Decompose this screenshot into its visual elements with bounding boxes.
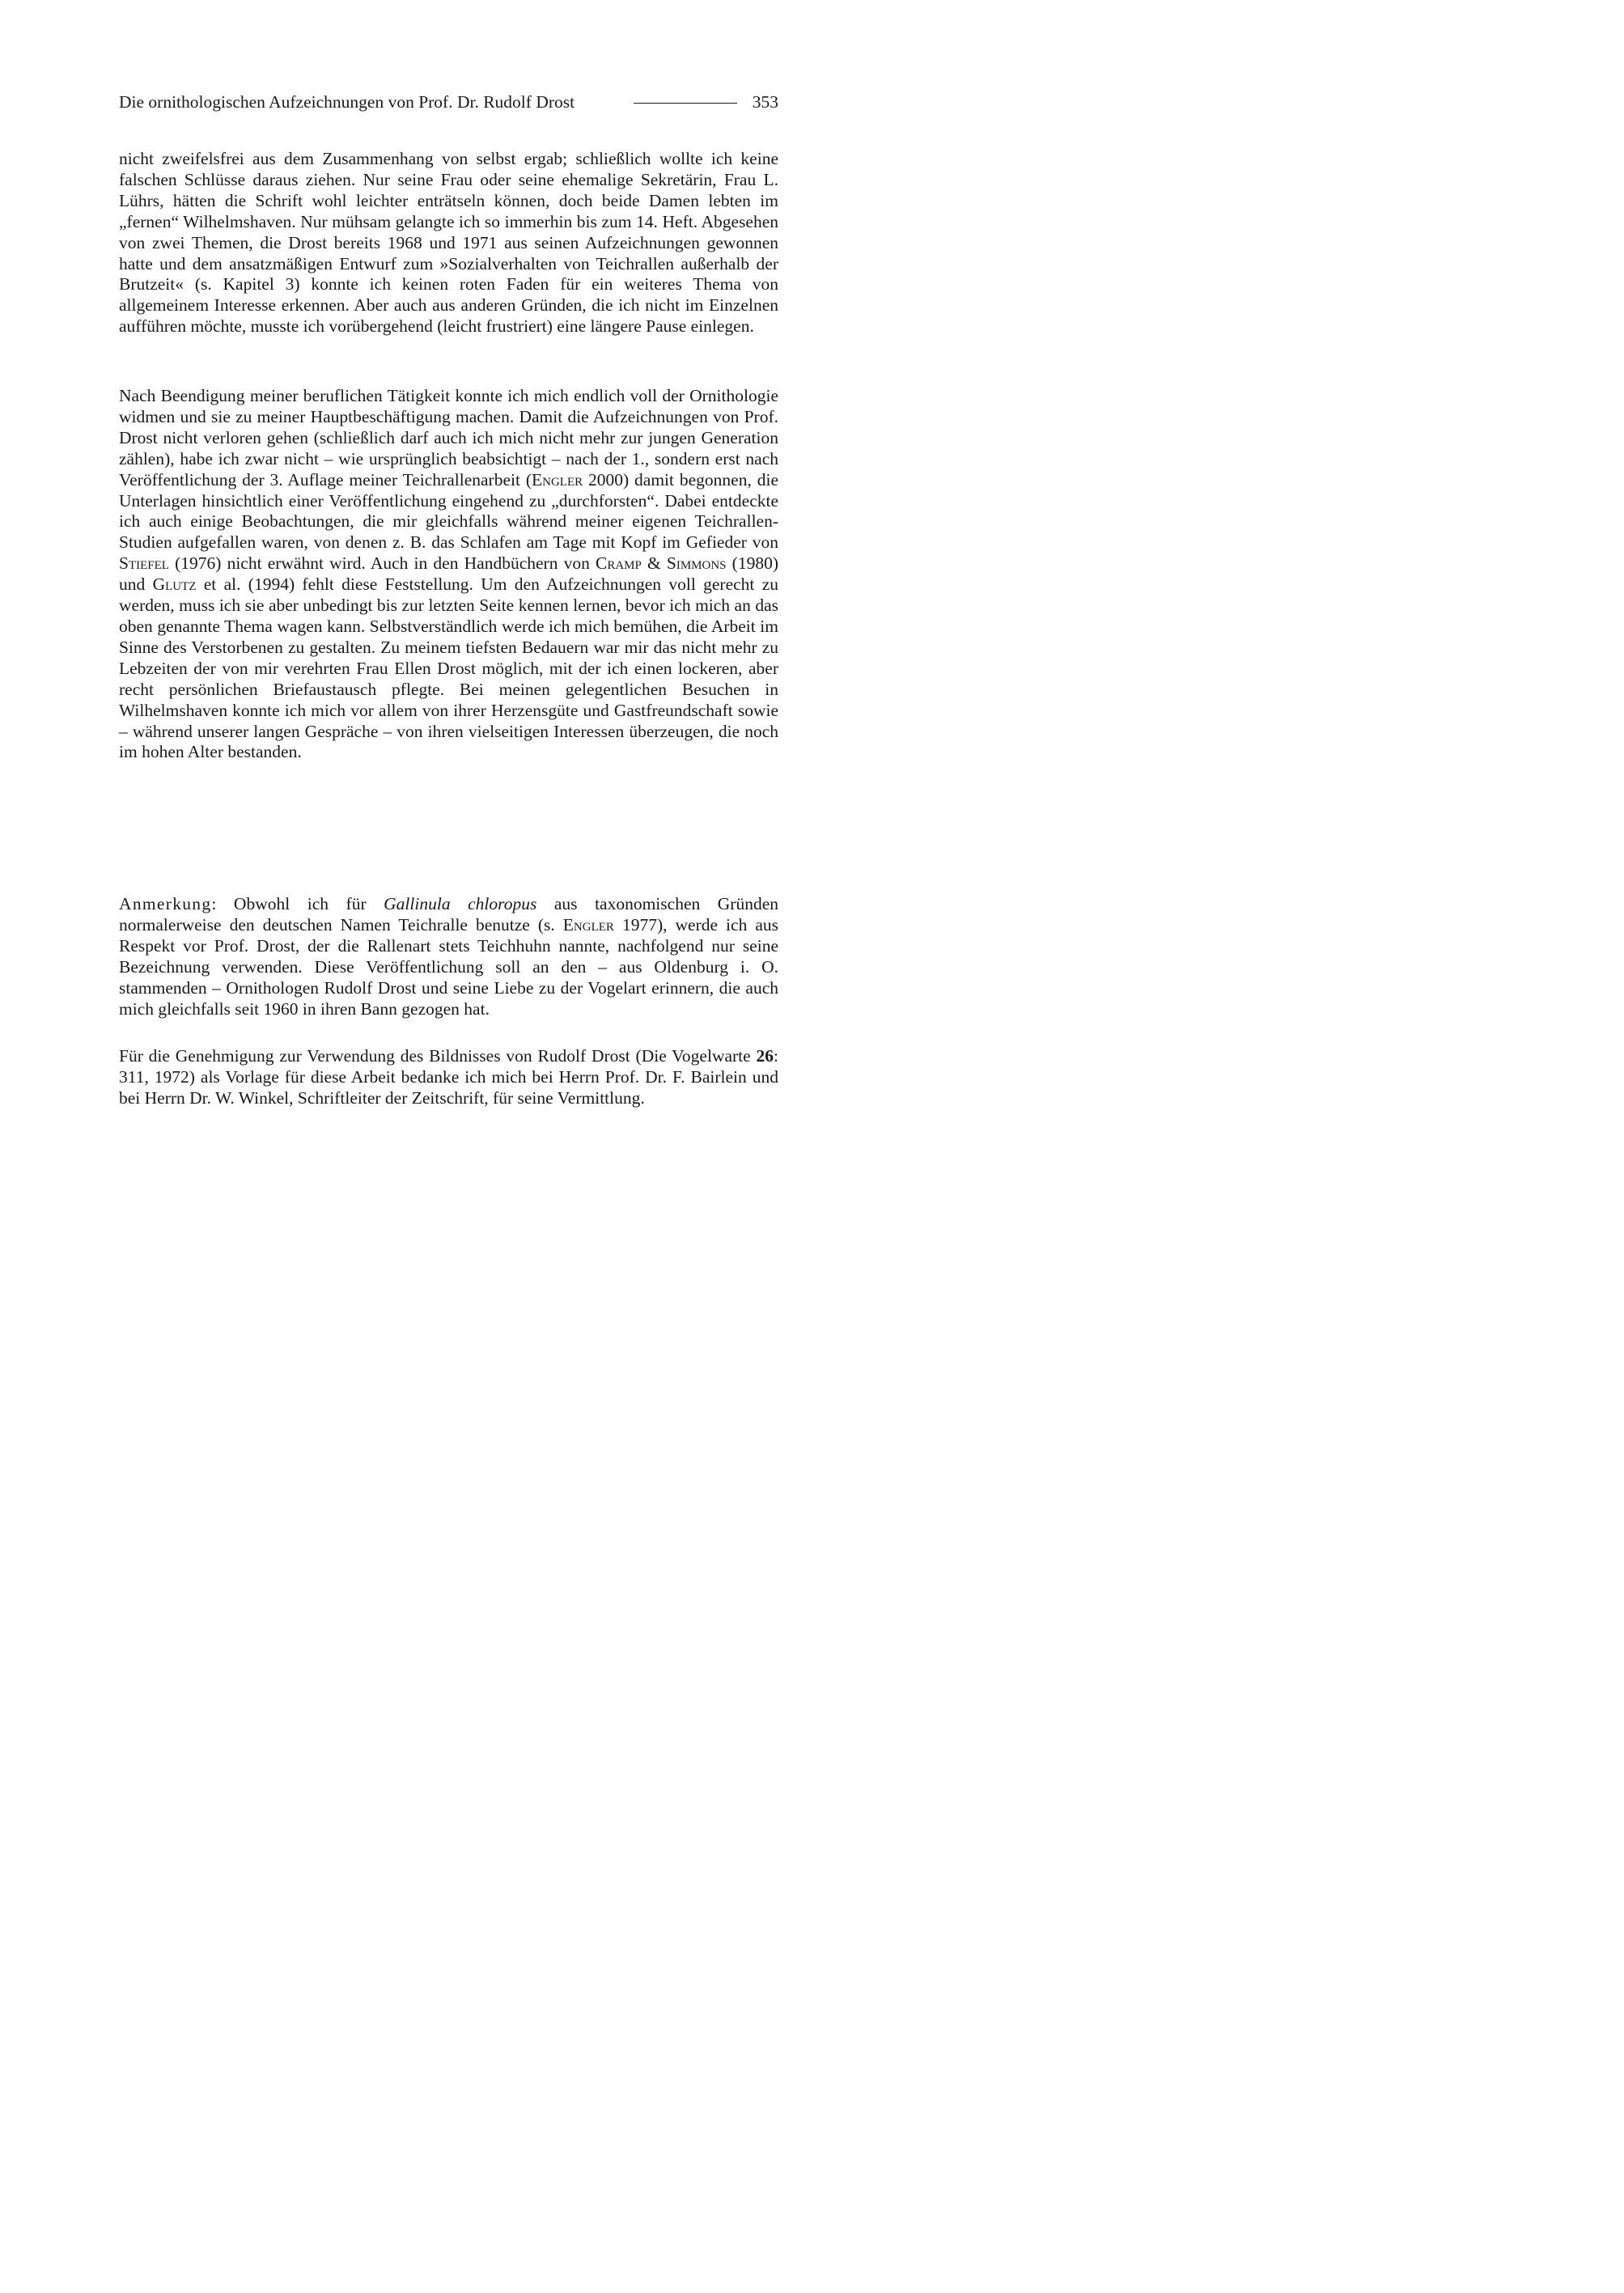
citation-author: Stiefel [119, 553, 169, 574]
paragraph-text [119, 894, 778, 1019]
paragraph-text: nicht zweifelsfrei aus dem Zusammenhang von selbst ergab; schließlich wollte ich keine falschen Schlüsse daraus ziehen. Nur seine Frau oder seine ehemalige Sekretärin, Frau L. Lührs, hätten die Schrift wohl leichter enträtseln können, doch beide Damen lebten im „fernen“ Wilhelmshaven. Nur mühsam gelangte ich so immerhin bis zum 14. Heft. Abgesehen von zwei Themen, die Drost bereits 1968 und 1971 aus seinen Aufzeichnungen gewonnen hatte und dem ansatzmäßigen Entwurf zum »Sozialverhalten von Teichrallen außerhalb der Brutzeit« (s. Kapitel 3) konnte ich keinen roten Faden für ein weiteres Thema von allgemeinem Interesse erkennen. Aber auch aus anderen Gründen, die ich nicht im Einzelnen aufführen möchte, musste ich vorübergehend (leicht frustriert) eine längere Pause einlegen. [119, 149, 778, 337]
text-run: (1976) nicht erwähnt wird. Auch in den Handbüchern von [168, 553, 596, 574]
text-run: Nach Beendigung meiner beruflichen Tätigkeit konnte ich mich endlich voll der Ornithologie widmen und sie zu meiner Hauptbeschäftigung machen. Damit die Aufzeichnungen von Prof. Drost nicht verloren gehen (schließlich darf auch ich mich nicht mehr zur jungen Generation zählen), habe ich zwar nicht – wie ursprünglich beabsichtigt – nach der 1., sondern erst nach Veröffentlichung der 3. Auflage meiner Teichrallenarbeit ( [119, 386, 778, 490]
document-page [0, 0, 893, 1256]
text-run: : 311, 1972) als Vorlage für diese Arbeit bedanke ich mich bei Herrn Prof. Dr. F. Bairlein und bei Herrn Dr. W. Winkel, Schriftleiter der Zeitschrift, für seine Vermittlung. [119, 1046, 778, 1108]
text-run: Für die Genehmigung zur Verwendung des Bildnisses von Rudolf Drost (Die Vogelwarte [119, 1046, 757, 1066]
text-run: et al. (1994) fehlt diese Feststellung. Um den Aufzeichnungen voll gerecht zu werden, muss ich sie aber unbedingt bis zur letzten Seite kennen lernen, bevor ich mich an das oben genannte Thema wagen kann. Selbstverständlich werde ich mich bemühen, die Arbeit im Sinne des Verstorbenen zu gestalten. Zu meinem tiefsten Bedauern war mir das nicht mehr zu Lebzeiten der von mir verehrten Frau Ellen Drost möglich, mit der ich einen lockeren, aber recht persönlichen Briefaustausch pflegte. Bei meinen gelegentlichen Besuchen in Wilhelmshaven konnte ich mich vor allem von ihrer Herzensgüte und Gastfreundschaft sowie – während unserer langen Gespräche – von ihren vielseitigen Interessen überzeugen, die noch im hohen Alter bestanden. [119, 574, 779, 762]
citation-author: Glutz [152, 574, 197, 595]
citation-author: Cramp [595, 553, 642, 574]
volume-number: 26 [756, 1046, 774, 1066]
text-run: (1980) und [119, 553, 778, 595]
running-header [119, 92, 778, 117]
text-run: & [641, 553, 667, 574]
header-rule [634, 103, 737, 104]
text-run: : Obwohl ich für [211, 894, 384, 913]
paragraph-text [119, 386, 778, 763]
paragraph-text [119, 1046, 778, 1109]
note-label: Anmerkung [119, 894, 212, 913]
body-paragraph-1 [119, 149, 778, 337]
citation-author: Engler [562, 914, 614, 935]
species-name: Gallinula chloropus [384, 894, 537, 913]
body-paragraph-2 [119, 386, 778, 763]
running-title: Die ornithologischen Aufzeichnungen von Prof. Dr. Rudolf Drost [119, 92, 575, 112]
text-run: 2000) damit begonnen, die Unterlagen hinsichtlich einer Veröffentlichung eingehend zu „durchforsten“. Dabei entdeckte ich auch einige Beobachtungen, die mir gleichfalls während meiner eigenen Teichrallen-Studien aufgefallen waren, von denen z. B. das Schlafen am Tage mit Kopf im Gefieder von [119, 469, 778, 553]
text-run: aus taxonomischen Gründen normalerweise den deutschen Namen Teichralle benutze (s. [119, 894, 778, 935]
note-paragraph [119, 894, 778, 1019]
citation-author: Simmons [666, 553, 727, 574]
text-run: 1977), werde ich aus Respekt vor Prof. Drost, der die Rallenart stets Teichhuhn nannte, nachfolgend nur seine Bezeichnung verwenden. Diese Veröffentlichung soll an den – aus Oldenburg i. O. stammenden – Ornithologen Rudolf Drost und seine Liebe zu der Vogelart erinnern, die auch mich gleichfalls seit 1960 in ihren Bann gezogen hat. [119, 914, 778, 1019]
acknowledgement-paragraph [119, 1046, 778, 1109]
page-number: 353 [752, 92, 778, 112]
citation-author: Engler [531, 469, 583, 490]
